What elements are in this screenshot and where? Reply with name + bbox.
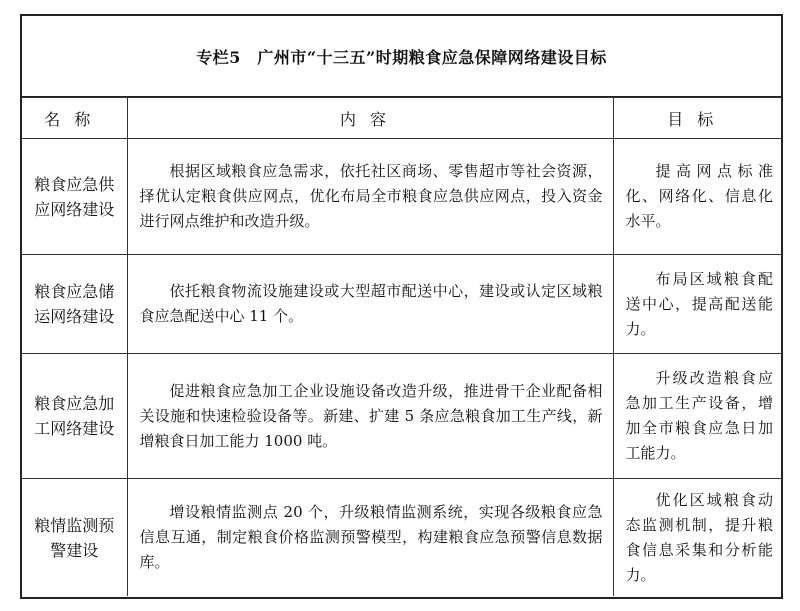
table-row (22, 479, 781, 597)
table-frame (20, 14, 783, 599)
header-row (22, 98, 781, 139)
row-name: 粮情监测预警建设 (22, 479, 127, 597)
row-goal: 升级改造粮食应急加工生产设备，增加全市粮食应急日加工能力。 (613, 354, 781, 479)
header-name: 名称 (22, 98, 127, 139)
row-goal: 布局区域粮食配送中心，提高配送能力。 (613, 255, 781, 354)
row-name: 粮食应急供应网络建设 (22, 139, 127, 255)
row-goal: 优化区域粮食动态监测机制，提升粮食信息采集和分析能力。 (613, 479, 781, 597)
table-title: 专栏5 广州市“十三五”时期粮食应急保障网络建设目标 (22, 16, 781, 97)
row-goal: 提高网点标准化、网络化、信息化水平。 (613, 139, 781, 255)
table-row (22, 354, 781, 479)
header-goal: 目标 (613, 98, 781, 139)
row-content: 依托粮食物流设施建设或大型超市配送中心，建设或认定区域粮食应急配送中心 11 个。 (127, 255, 613, 354)
row-name: 粮食应急加工网络建设 (22, 354, 127, 479)
table-row (22, 139, 781, 255)
row-content: 根据区域粮食应急需求，依托社区商场、零售超市等社会资源，择优认定粮食供应网点，优化布局全市粮食应急供应网点，投入资金进行网点维护和改造升级。 (127, 139, 613, 255)
row-content: 促进粮食应急加工企业设施设备改造升级，推进骨干企业配备相关设施和快速检验设备等。新建、扩建 5 条应急粮食加工生产线，新增粮食日加工能力 1000 吨。 (127, 354, 613, 479)
header-content: 内容 (127, 98, 613, 139)
goals-table (22, 97, 781, 596)
table-row (22, 255, 781, 354)
row-content: 增设粮情监测点 20 个，升级粮情监测系统，实现各级粮食应急信息互通，制定粮食价格监测预警模型，构建粮食应急预警信息数据库。 (127, 479, 613, 597)
row-name: 粮食应急储运网络建设 (22, 255, 127, 354)
